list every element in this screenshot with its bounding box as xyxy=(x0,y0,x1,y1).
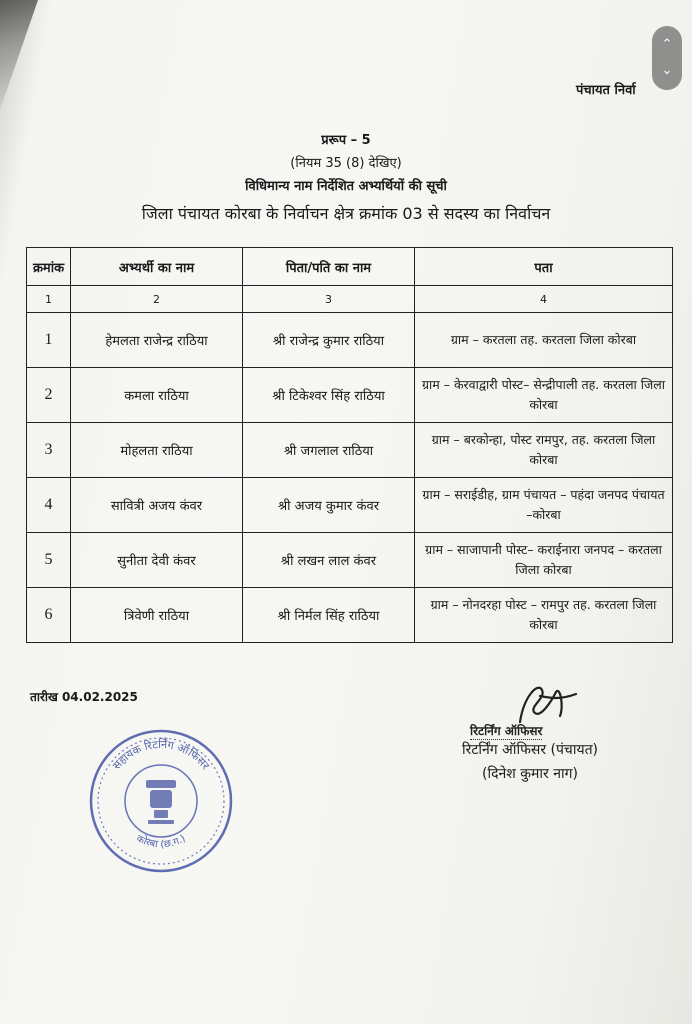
address-cell: ग्राम – केरवाद्वारी पोस्ट– सेन्द्रीपाली तह. करतला जिला कोरबा xyxy=(415,368,673,423)
guardian-name-cell: श्री राजेन्द्र कुमार राठिया xyxy=(243,313,415,368)
column-number: 4 xyxy=(415,286,673,313)
serial-cell: 2 xyxy=(27,368,71,423)
candidates-table xyxy=(26,247,673,643)
serial-cell: 3 xyxy=(27,423,71,478)
address-cell: ग्राम – करतला तह. करतला जिला कोरबा xyxy=(415,313,673,368)
candidate-name-cell: त्रिवेणी राठिया xyxy=(71,588,243,643)
svg-text:सहायक रिटर्निंग ऑफिसर: सहायक रिटर्निंग ऑफिसर xyxy=(110,737,213,773)
column-header-serial: क्रमांक xyxy=(27,248,71,286)
table-row xyxy=(27,423,673,478)
address-cell: ग्राम – सराईडीह, ग्राम पंचायत – पहंदा जनपद पंचायत –कोरबा xyxy=(415,478,673,533)
officer-name: (दिनेश कुमार नाग) xyxy=(482,766,578,782)
serial-cell: 1 xyxy=(27,313,71,368)
guardian-name-cell: श्री लखन लाल कंवर xyxy=(243,533,415,588)
guardian-name-cell: श्री निर्मल सिंह राठिया xyxy=(243,588,415,643)
address-cell: ग्राम – नोनदरहा पोस्ट – रामपुर तह. करतला जिला कोरबा xyxy=(415,588,673,643)
serial-cell: 6 xyxy=(27,588,71,643)
table-row xyxy=(27,533,673,588)
candidate-name-cell: कमला राठिया xyxy=(71,368,243,423)
handwritten-signature xyxy=(490,676,590,726)
table-row xyxy=(27,588,673,643)
official-seal-stamp xyxy=(88,728,234,874)
table-header-row xyxy=(27,248,673,286)
table-row xyxy=(27,368,673,423)
column-header-name: अभ्यर्थी का नाम xyxy=(71,248,243,286)
table-row xyxy=(27,478,673,533)
guardian-name-cell: श्री जगलाल राठिया xyxy=(243,423,415,478)
serial-cell: 5 xyxy=(27,533,71,588)
column-number: 2 xyxy=(71,286,243,313)
candidate-name-cell: सावित्री अजय कंवर xyxy=(71,478,243,533)
svg-text:कोरबा (छ.ग.): कोरबा (छ.ग.) xyxy=(134,833,188,851)
candidate-name-cell: मोहलता राठिया xyxy=(71,423,243,478)
officer-title: रिटर्निंग ऑफिसर (पंचायत) xyxy=(462,742,599,758)
column-header-guardian: पिता/पति का नाम xyxy=(243,248,415,286)
candidate-name-cell: सुनीता देवी कंवर xyxy=(71,533,243,588)
column-number: 3 xyxy=(243,286,415,313)
column-header-address: पता xyxy=(415,248,673,286)
guardian-name-cell: श्री अजय कुमार कंवर xyxy=(243,478,415,533)
column-number-row xyxy=(27,286,673,313)
table-row xyxy=(27,313,673,368)
scroll-buttons[interactable] xyxy=(652,26,682,90)
guardian-name-cell: श्री टिकेश्वर सिंह राठिया xyxy=(243,368,415,423)
rule-reference: (नियम 35 (8) देखिए) xyxy=(290,156,402,171)
address-cell: ग्राम – साजापानी पोस्ट– कराईनारा जनपद – करतला जिला कोरबा xyxy=(415,533,673,588)
candidate-name-cell: हेमलता राजेन्द्र राठिया xyxy=(71,313,243,368)
form-number: प्ररूप – 5 xyxy=(321,133,371,148)
list-title: विधिमान्य नाम निर्देशित अभ्यर्थियों की सूची xyxy=(245,179,447,194)
election-title: जिला पंचायत कोरबा के निर्वाचन क्षेत्र क्रमांक 03 से सदस्य का निर्वाचन xyxy=(141,204,551,223)
signature-stamp-text: रिटर्निंग ऑफिसर xyxy=(470,724,543,738)
column-number: 1 xyxy=(27,286,71,313)
document-date: तारीख 04.02.2025 xyxy=(30,690,138,704)
address-cell: ग्राम – बरकोन्हा, पोस्ट रामपुर, तह. करतला जिला कोरबा xyxy=(415,423,673,478)
serial-cell: 4 xyxy=(27,478,71,533)
corner-header-text: पंचायत निर्वा xyxy=(576,83,636,98)
chevron-up-icon[interactable]: ⌃ xyxy=(661,37,673,52)
chevron-down-icon[interactable]: ⌄ xyxy=(661,63,673,78)
